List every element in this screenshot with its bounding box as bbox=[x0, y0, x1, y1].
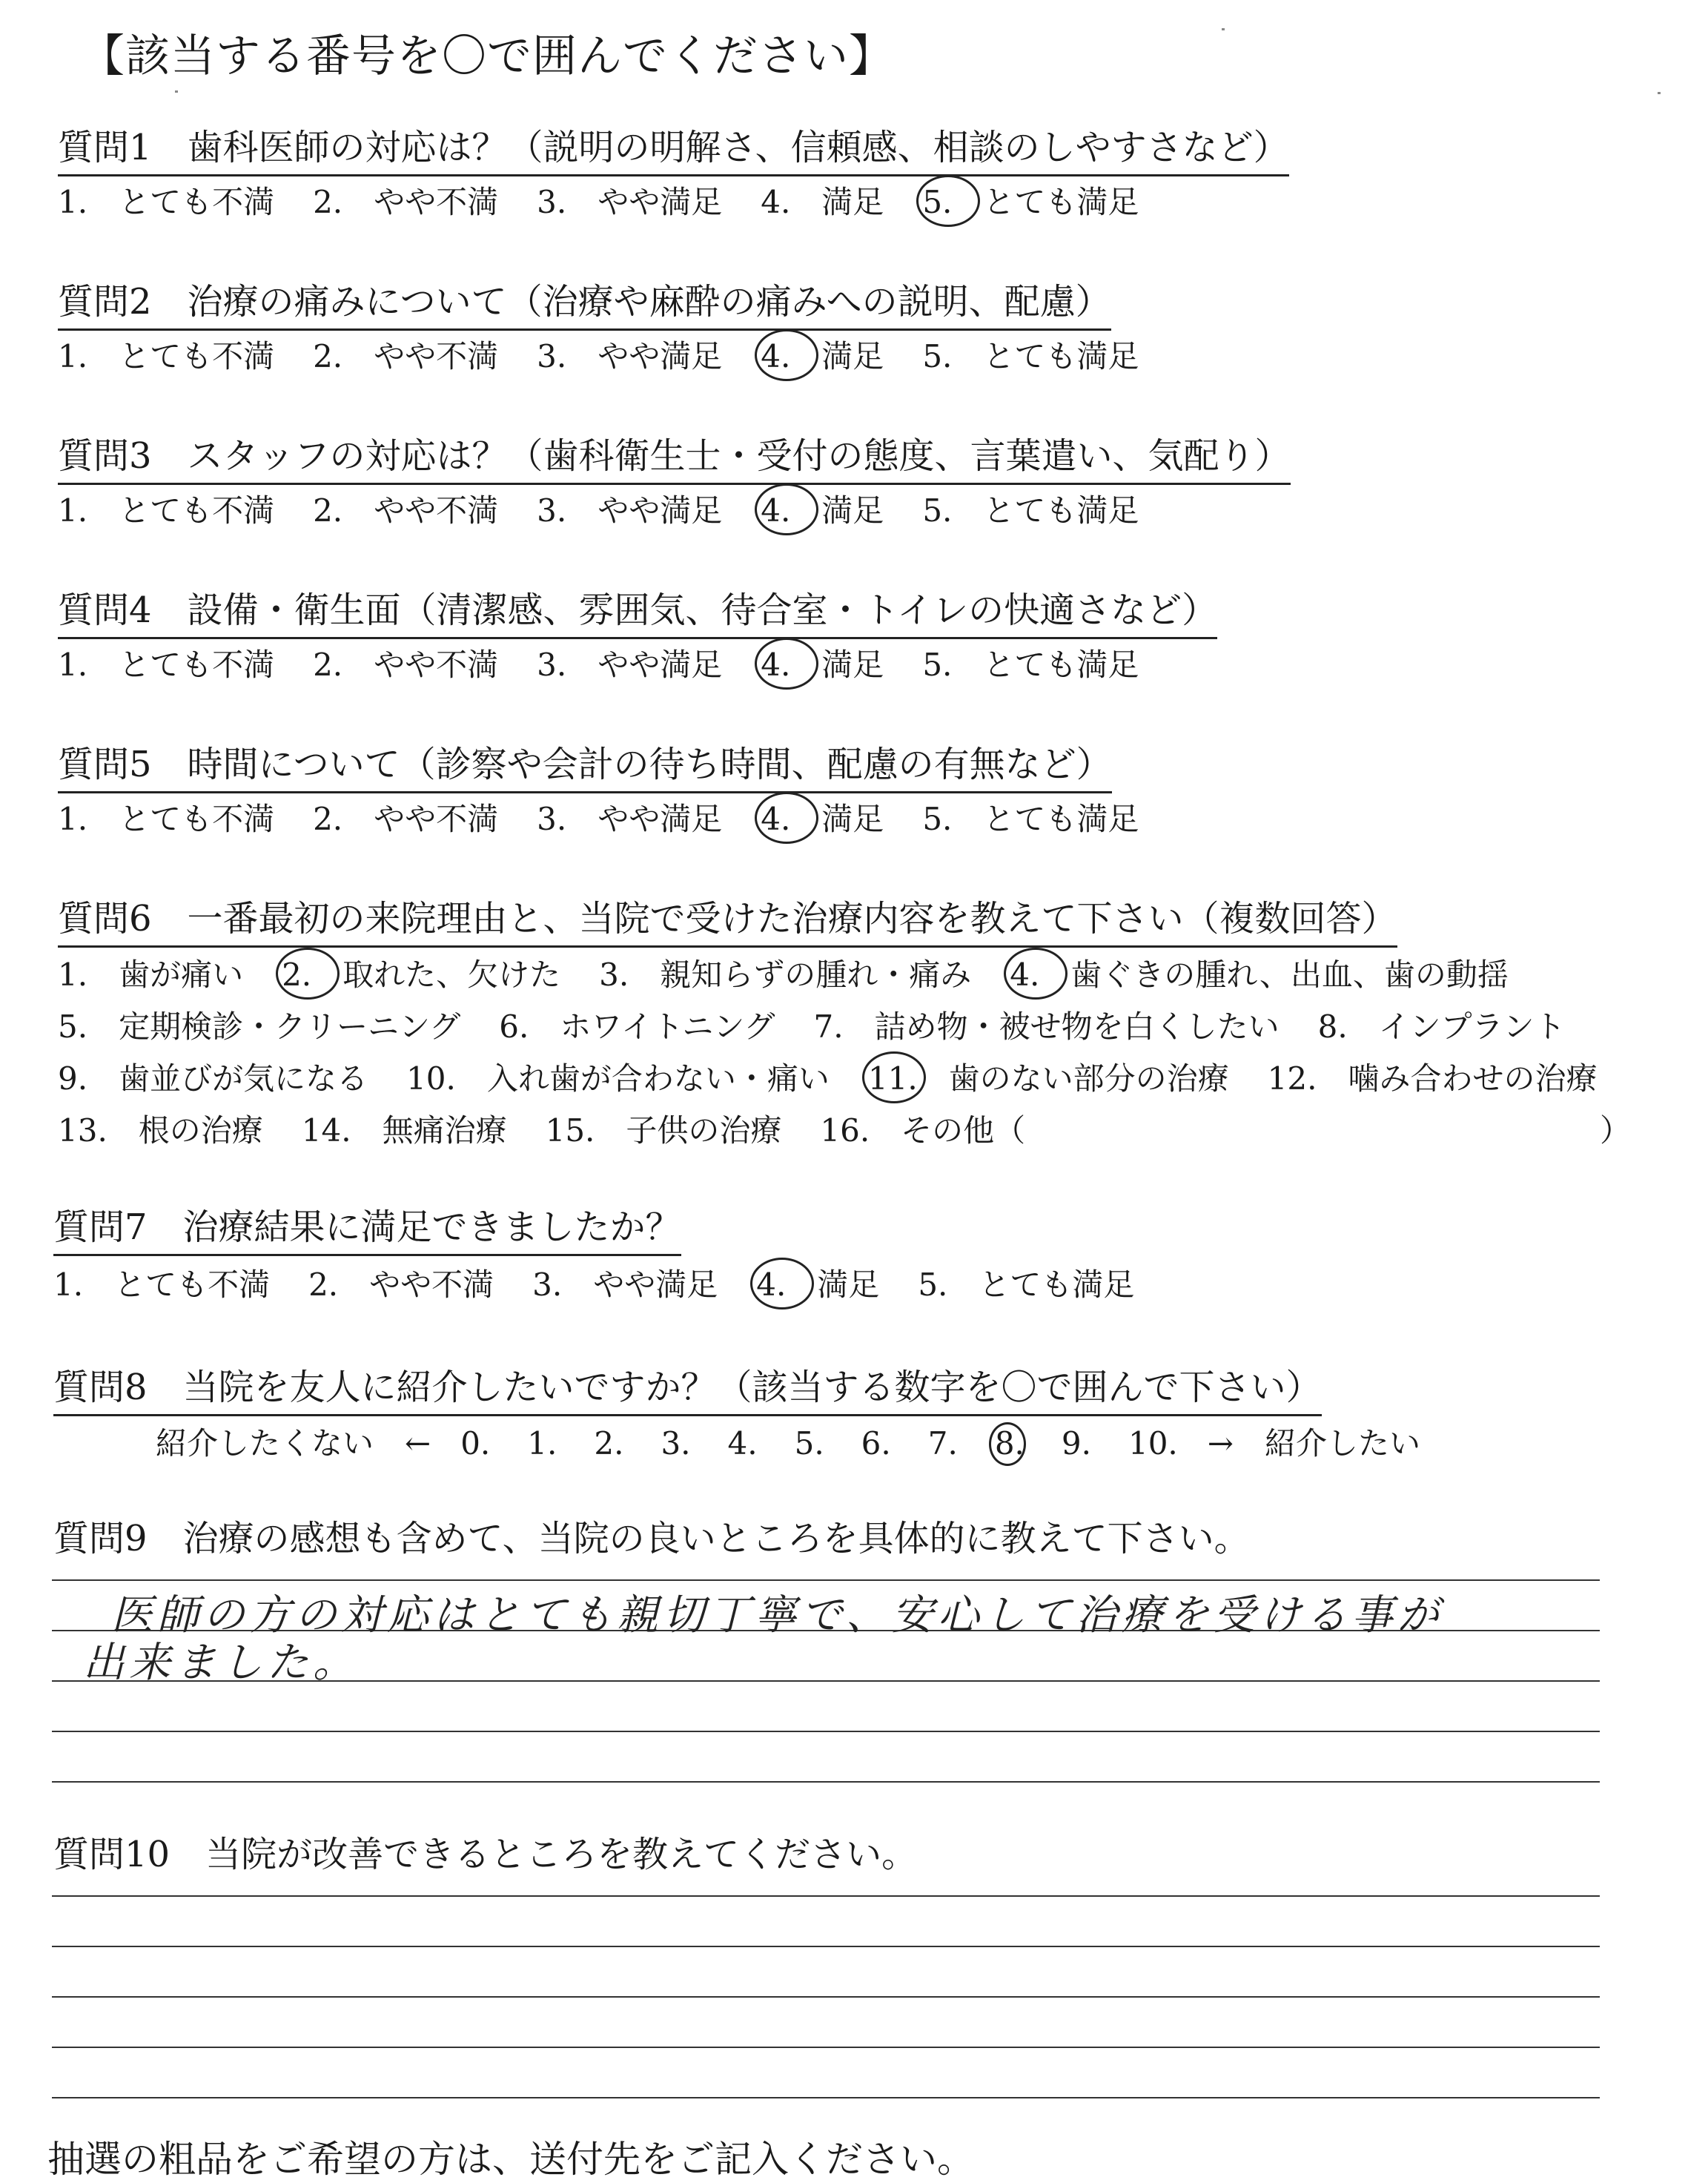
question-6-row-1 bbox=[58, 951, 1509, 995]
q8-score-1[interactable]: 1. bbox=[527, 1425, 557, 1462]
q3-option-2[interactable]: 2. やや不満 bbox=[313, 492, 499, 529]
question-4-options bbox=[58, 641, 1139, 685]
q3-option-4[interactable]: 4. 満足 bbox=[761, 492, 884, 529]
q7-option-2[interactable]: 2. やや不満 bbox=[308, 1266, 494, 1303]
q9-answer-line bbox=[52, 1781, 1600, 1783]
q1-option-2[interactable]: 2. やや不満 bbox=[313, 184, 499, 220]
scan-speck bbox=[1222, 28, 1225, 30]
q3-option-5[interactable]: 5. とても満足 bbox=[922, 492, 1139, 529]
question-8-scale bbox=[156, 1419, 1420, 1464]
q6-option-11[interactable]: 11. 歯のない部分の治療 bbox=[867, 1060, 1229, 1097]
q8-score-2[interactable]: 2. bbox=[594, 1425, 624, 1462]
q6-option-8[interactable]: 8. インプラント bbox=[1317, 1008, 1566, 1045]
question-7-title: 質問7 治療結果に満足できましたか？ bbox=[53, 1198, 681, 1256]
q8-score-7[interactable]: 7. bbox=[927, 1425, 958, 1462]
q6-option-16[interactable]: 16. その他（ bbox=[820, 1112, 1026, 1149]
q6-option-4[interactable]: 4. 歯ぐきの腫れ、出血、歯の動揺 bbox=[1010, 957, 1509, 993]
q10-answer-line bbox=[52, 1895, 1600, 1897]
q6-option-5[interactable]: 5. 定期検診・クリーニング bbox=[58, 1008, 461, 1045]
q8-score-10[interactable]: 10. bbox=[1128, 1425, 1178, 1462]
q6-option-2[interactable]: 2. 取れた、欠けた bbox=[282, 957, 561, 993]
q8-score-4[interactable]: 4. bbox=[727, 1425, 758, 1462]
q6-other-close-paren: ） bbox=[1600, 1112, 1632, 1149]
question-10-title: 質問10 当院が改善できるところを教えてください。 bbox=[53, 1834, 918, 1875]
q5-option-2[interactable]: 2. やや不満 bbox=[313, 801, 499, 837]
q8-score-6[interactable]: 6. bbox=[861, 1425, 891, 1462]
q6-option-1[interactable]: 1. 歯が痛い bbox=[58, 957, 244, 993]
q10-answer-line bbox=[52, 1946, 1600, 1947]
q7-option-1[interactable]: 1. とても不満 bbox=[53, 1266, 271, 1303]
q6-option-13[interactable]: 13. 根の治療 bbox=[58, 1112, 263, 1149]
q9-answer-line bbox=[52, 1731, 1600, 1732]
q6-option-3[interactable]: 3. 親知らずの腫れ・痛み bbox=[599, 957, 972, 993]
q6-option-9[interactable]: 9. 歯並びが気になる bbox=[58, 1060, 368, 1097]
question-1-title: 質問1 歯科医師の対応は？（説明の明解さ、信頼感、相談のしやすさなど） bbox=[58, 119, 1289, 176]
q8-score-9[interactable]: 9. bbox=[1061, 1425, 1091, 1462]
q2-option-2[interactable]: 2. やや不満 bbox=[313, 338, 499, 374]
q3-option-1[interactable]: 1. とても不満 bbox=[58, 492, 275, 529]
q6-option-7[interactable]: 7. 詰め物・被せ物を白くしたい bbox=[813, 1008, 1280, 1045]
question-5-title: 質問5 時間について（診察や会計の待ち時間、配慮の有無など） bbox=[58, 736, 1112, 793]
question-7-options bbox=[53, 1261, 1134, 1305]
q1-option-5[interactable]: 5. とても満足 bbox=[922, 184, 1139, 220]
question-6-row-3 bbox=[58, 1054, 1597, 1099]
q5-option-3[interactable]: 3. やや満足 bbox=[537, 801, 723, 837]
q1-option-4[interactable]: 4. 満足 bbox=[761, 184, 884, 220]
q1-option-3[interactable]: 3. やや満足 bbox=[537, 184, 723, 220]
question-1-options bbox=[58, 178, 1139, 222]
q4-option-2[interactable]: 2. やや不満 bbox=[313, 647, 499, 683]
q5-option-1[interactable]: 1. とても不満 bbox=[58, 801, 275, 837]
question-6-row-4 bbox=[58, 1106, 1025, 1151]
q1-option-1[interactable]: 1. とても不満 bbox=[58, 184, 275, 220]
page-header: 【該当する番号を〇で囲んでください】 bbox=[80, 30, 894, 82]
q2-option-4[interactable]: 4. 満足 bbox=[761, 338, 884, 374]
q9-answer-line bbox=[52, 1579, 1600, 1581]
question-3-options bbox=[58, 486, 1139, 531]
q8-right-label: → 紹介したい bbox=[1207, 1425, 1420, 1462]
q5-option-4[interactable]: 4. 満足 bbox=[761, 801, 884, 837]
q6-option-6[interactable]: 6. ホワイトニング bbox=[499, 1008, 775, 1045]
question-3-title: 質問3 スタッフの対応は？（歯科衛生士・受付の態度、言葉遣い、気配り） bbox=[58, 427, 1291, 485]
q6-option-14[interactable]: 14. 無痛治療 bbox=[301, 1112, 507, 1149]
q9-handwritten-answer-line-2[interactable]: 出来ました。 bbox=[83, 1639, 359, 1687]
q7-option-5[interactable]: 5. とても満足 bbox=[918, 1266, 1135, 1303]
question-6-title: 質問6 一番最初の来院理由と、当院で受けた治療内容を教えて下さい（複数回答） bbox=[58, 890, 1397, 948]
q6-option-15[interactable]: 15. 子供の治療 bbox=[545, 1112, 782, 1149]
q5-option-5[interactable]: 5. とても満足 bbox=[922, 801, 1139, 837]
q8-score-3[interactable]: 3. bbox=[661, 1425, 691, 1462]
q8-score-0[interactable]: 0. bbox=[460, 1425, 491, 1462]
q10-answer-line bbox=[52, 2097, 1600, 2098]
q4-option-4[interactable]: 4. 満足 bbox=[761, 647, 884, 683]
q6-option-12[interactable]: 12. 噛み合わせの治療 bbox=[1267, 1060, 1598, 1097]
scan-speck bbox=[1658, 92, 1661, 94]
question-5-options bbox=[58, 795, 1139, 839]
q10-answer-line bbox=[52, 1996, 1600, 1998]
q4-option-5[interactable]: 5. とても満足 bbox=[922, 647, 1139, 683]
question-9-title: 質問9 治療の感想も含めて、当院の良いところを具体的に教えて下さい。 bbox=[53, 1518, 1250, 1559]
scan-speck bbox=[175, 90, 178, 93]
q8-left-label: 紹介したくない ← bbox=[156, 1425, 431, 1462]
q7-option-3[interactable]: 3. やや満足 bbox=[532, 1266, 718, 1303]
q6-option-10[interactable]: 10. 入れ歯が合わない・痛い bbox=[406, 1060, 830, 1097]
question-2-title: 質問2 治療の痛みについて（治療や麻酔の痛みへの説明、配慮） bbox=[58, 273, 1111, 331]
q2-option-5[interactable]: 5. とても満足 bbox=[922, 338, 1139, 374]
question-4-title: 質問4 設備・衛生面（清潔感、雰囲気、待合室・トイレの快適さなど） bbox=[58, 581, 1217, 639]
q8-score-5[interactable]: 5. bbox=[794, 1425, 824, 1462]
question-8-title: 質問8 当院を友人に紹介したいですか？（該当する数字を〇で囲んで下さい） bbox=[53, 1358, 1322, 1416]
q3-option-3[interactable]: 3. やや満足 bbox=[537, 492, 723, 529]
q2-option-3[interactable]: 3. やや満足 bbox=[537, 338, 723, 374]
q10-answer-line bbox=[52, 2047, 1600, 2048]
q7-option-4[interactable]: 4. 満足 bbox=[756, 1266, 880, 1303]
question-2-options bbox=[58, 332, 1139, 377]
q4-option-1[interactable]: 1. とても不満 bbox=[58, 647, 275, 683]
q4-option-3[interactable]: 3. やや満足 bbox=[537, 647, 723, 683]
prize-request-note: 抽選の粗品をご希望の方は、送付先をご記入ください。 bbox=[47, 2138, 974, 2181]
q9-handwritten-answer-line-1[interactable]: 医師の方の対応はとても親切丁寧で、安心して治療を受ける事が bbox=[111, 1591, 1443, 1639]
q8-score-8[interactable]: 8. bbox=[994, 1425, 1025, 1462]
q2-option-1[interactable]: 1. とても不満 bbox=[58, 338, 275, 374]
question-6-row-2 bbox=[58, 1003, 1566, 1047]
